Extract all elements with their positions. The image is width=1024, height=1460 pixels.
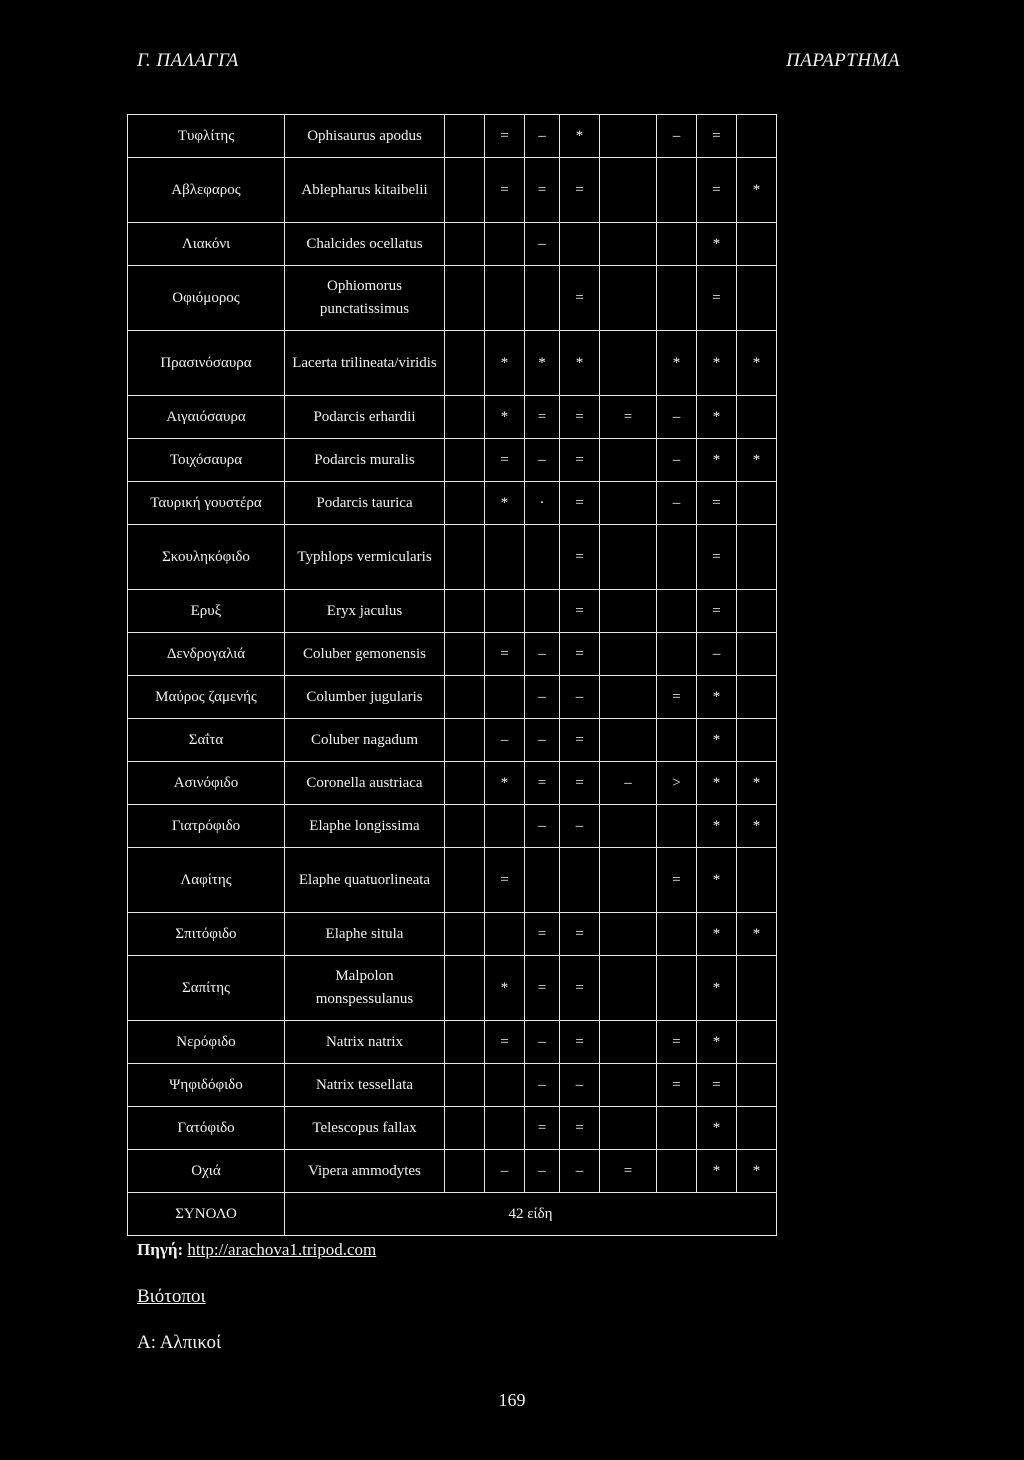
empty-cell (445, 956, 485, 1021)
habitat-mark-cell: = (560, 956, 600, 1021)
habitat-mark-cell: = (560, 1021, 600, 1064)
latin-name-cell: Telescopus fallax (285, 1107, 445, 1150)
habitat-mark-cell (525, 525, 560, 590)
habitat-mark-cell: · (525, 482, 560, 525)
habitat-mark-cell: – (485, 1150, 525, 1193)
table-row (128, 1021, 777, 1064)
habitat-mark-cell: = (697, 482, 737, 525)
table-row (128, 719, 777, 762)
latin-name-cell: Coronella austriaca (285, 762, 445, 805)
greek-name-cell: Ψηφιδόφιδο (128, 1064, 285, 1107)
table-row (128, 913, 777, 956)
source-link[interactable]: http://arachova1.tripod.com (187, 1240, 377, 1259)
empty-cell (445, 633, 485, 676)
habitat-mark-cell (600, 482, 657, 525)
habitat-mark-cell (560, 223, 600, 266)
table-row (128, 762, 777, 805)
habitat-mark-cell: = (697, 590, 737, 633)
habitat-mark-cell: = (560, 762, 600, 805)
habitat-mark-cell: = (525, 956, 560, 1021)
habitat-mark-cell: – (525, 1021, 560, 1064)
habitat-mark-cell: * (697, 719, 737, 762)
habitat-mark-cell: – (525, 223, 560, 266)
habitat-mark-cell: – (525, 805, 560, 848)
empty-cell (445, 158, 485, 223)
greek-name-cell: Σκουληκόφιδο (128, 525, 285, 590)
total-value: 42 είδη (285, 1193, 777, 1236)
habitat-mark-cell: = (600, 396, 657, 439)
greek-name-cell: Τοιχόσαυρα (128, 439, 285, 482)
habitat-mark-cell: = (485, 439, 525, 482)
empty-cell (445, 1150, 485, 1193)
habitat-mark-cell: * (737, 1150, 777, 1193)
habitat-mark-cell: = (560, 482, 600, 525)
habitat-mark-cell (737, 676, 777, 719)
habitat-mark-cell: = (657, 1021, 697, 1064)
habitat-mark-cell: = (657, 848, 697, 913)
latin-name-cell: Typhlops vermicularis (285, 525, 445, 590)
habitat-mark-cell: = (525, 1107, 560, 1150)
empty-cell (445, 676, 485, 719)
table-row (128, 956, 777, 1021)
habitats-title: Βιότοποι (137, 1286, 206, 1307)
latin-name-cell: Columber jugularis (285, 676, 445, 719)
habitat-mark-cell (600, 719, 657, 762)
habitat-mark-cell (485, 266, 525, 331)
habitat-mark-cell (600, 1021, 657, 1064)
empty-cell (445, 1021, 485, 1064)
habitat-mark-cell: – (525, 439, 560, 482)
habitat-mark-cell: * (697, 762, 737, 805)
greek-name-cell: Λαφίτης (128, 848, 285, 913)
habitat-mark-cell: = (697, 266, 737, 331)
latin-name-cell: Chalcides ocellatus (285, 223, 445, 266)
habitat-mark-cell: = (560, 396, 600, 439)
table-row (128, 633, 777, 676)
habitat-mark-cell (600, 913, 657, 956)
habitat-mark-cell: * (525, 331, 560, 396)
habitat-mark-cell: = (525, 158, 560, 223)
empty-cell (445, 590, 485, 633)
greek-name-cell: Σαΐτα (128, 719, 285, 762)
habitat-mark-cell: – (657, 115, 697, 158)
habitat-mark-cell (657, 223, 697, 266)
habitat-mark-cell (737, 1021, 777, 1064)
habitat-mark-cell: = (697, 158, 737, 223)
habitat-mark-cell: = (560, 439, 600, 482)
alpine-habitat-line: Α: Αλπικοί (137, 1332, 222, 1353)
greek-name-cell: Αιγαιόσαυρα (128, 396, 285, 439)
habitat-mark-cell: – (560, 676, 600, 719)
greek-name-cell: Οφιόμορος (128, 266, 285, 331)
habitat-mark-cell: * (657, 331, 697, 396)
habitat-mark-cell: – (657, 482, 697, 525)
latin-name-cell: Elaphe quatuorlineata (285, 848, 445, 913)
habitat-mark-cell: = (525, 913, 560, 956)
habitat-mark-cell: * (697, 439, 737, 482)
habitat-mark-cell: = (525, 762, 560, 805)
latin-name-cell: Elaphe longissima (285, 805, 445, 848)
habitat-mark-cell: = (560, 525, 600, 590)
total-row (128, 1193, 777, 1236)
habitat-mark-cell (737, 115, 777, 158)
habitat-mark-cell: – (525, 1150, 560, 1193)
habitat-mark-cell (560, 848, 600, 913)
source-line (137, 1240, 376, 1260)
latin-name-cell: Malpolon monspessulanus (285, 956, 445, 1021)
habitat-mark-cell (737, 396, 777, 439)
habitat-mark-cell: = (560, 158, 600, 223)
habitat-mark-cell (657, 1107, 697, 1150)
greek-name-cell: Ερυξ (128, 590, 285, 633)
habitat-mark-cell (600, 676, 657, 719)
habitat-mark-cell: * (697, 956, 737, 1021)
habitat-mark-cell: = (525, 396, 560, 439)
latin-name-cell: Natrix tessellata (285, 1064, 445, 1107)
habitat-mark-cell (657, 1150, 697, 1193)
latin-name-cell: Coluber gemonensis (285, 633, 445, 676)
latin-name-cell: Elaphe situla (285, 913, 445, 956)
empty-cell (445, 223, 485, 266)
latin-name-cell: Podarcis erhardii (285, 396, 445, 439)
habitat-mark-cell: – (560, 1150, 600, 1193)
habitat-mark-cell: = (560, 266, 600, 331)
table-row (128, 331, 777, 396)
habitat-mark-cell: – (697, 633, 737, 676)
habitat-mark-cell: * (697, 676, 737, 719)
empty-cell (445, 1064, 485, 1107)
table-row (128, 115, 777, 158)
habitat-mark-cell (737, 482, 777, 525)
empty-cell (445, 1107, 485, 1150)
latin-name-cell: Podarcis taurica (285, 482, 445, 525)
total-label: ΣΥΝΟΛΟ (128, 1193, 285, 1236)
empty-cell (445, 396, 485, 439)
habitat-mark-cell (657, 590, 697, 633)
habitat-mark-cell: * (737, 158, 777, 223)
table-row (128, 1064, 777, 1107)
table-row (128, 158, 777, 223)
habitat-mark-cell (525, 266, 560, 331)
habitat-mark-cell (737, 266, 777, 331)
header-section: ΠΑΡΑΡΤΗΜΑ (786, 50, 900, 71)
greek-name-cell: Σπιτόφιδο (128, 913, 285, 956)
habitat-mark-cell (600, 115, 657, 158)
habitat-mark-cell (737, 525, 777, 590)
habitat-mark-cell (600, 805, 657, 848)
latin-name-cell: Ophiomorus punctatissimus (285, 266, 445, 331)
header-author: Γ. ΠΑΛΑΓΓΑ (137, 50, 239, 71)
habitat-mark-cell (737, 719, 777, 762)
habitat-mark-cell: * (697, 223, 737, 266)
latin-name-cell: Vipera ammodytes (285, 1150, 445, 1193)
habitat-mark-cell (600, 223, 657, 266)
table-row (128, 525, 777, 590)
habitat-mark-cell (485, 913, 525, 956)
habitat-mark-cell (737, 1107, 777, 1150)
habitat-mark-cell (485, 676, 525, 719)
habitat-mark-cell (737, 848, 777, 913)
greek-name-cell: Τυφλίτης (128, 115, 285, 158)
habitat-mark-cell: * (737, 805, 777, 848)
habitat-mark-cell (600, 956, 657, 1021)
table-row (128, 805, 777, 848)
greek-name-cell: Λιακόνι (128, 223, 285, 266)
habitat-mark-cell: * (485, 762, 525, 805)
latin-name-cell: Lacerta trilineata/viridis (285, 331, 445, 396)
habitat-mark-cell: * (737, 331, 777, 396)
latin-name-cell: Coluber nagadum (285, 719, 445, 762)
habitat-mark-cell: * (697, 396, 737, 439)
habitat-mark-cell: * (560, 115, 600, 158)
latin-name-cell: Natrix natrix (285, 1021, 445, 1064)
latin-name-cell: Eryx jaculus (285, 590, 445, 633)
empty-cell (445, 331, 485, 396)
habitat-mark-cell: * (560, 331, 600, 396)
habitat-mark-cell (657, 956, 697, 1021)
habitat-mark-cell: * (697, 1021, 737, 1064)
habitat-mark-cell: = (697, 525, 737, 590)
latin-name-cell: Ophisaurus apodus (285, 115, 445, 158)
habitat-mark-cell: * (697, 848, 737, 913)
habitat-mark-cell: * (485, 482, 525, 525)
habitat-mark-cell: – (657, 439, 697, 482)
habitat-mark-cell: * (697, 913, 737, 956)
habitat-mark-cell: = (560, 633, 600, 676)
habitat-mark-cell: – (525, 115, 560, 158)
greek-name-cell: Πρασινόσαυρα (128, 331, 285, 396)
habitat-mark-cell (657, 913, 697, 956)
empty-cell (445, 482, 485, 525)
habitat-mark-cell (600, 439, 657, 482)
habitat-mark-cell: * (485, 331, 525, 396)
habitat-mark-cell: * (697, 331, 737, 396)
habitat-mark-cell: = (485, 848, 525, 913)
habitat-mark-cell (600, 266, 657, 331)
habitat-mark-cell (600, 633, 657, 676)
table-row (128, 1107, 777, 1150)
habitat-mark-cell (525, 848, 560, 913)
empty-cell (445, 848, 485, 913)
habitat-mark-cell: * (697, 805, 737, 848)
habitat-mark-cell: = (697, 1064, 737, 1107)
habitat-mark-cell (600, 590, 657, 633)
greek-name-cell: Ασινόφιδο (128, 762, 285, 805)
page-number: 169 (498, 1390, 526, 1410)
table-row (128, 439, 777, 482)
habitat-mark-cell: * (737, 913, 777, 956)
habitat-mark-cell: > (657, 762, 697, 805)
habitat-mark-cell (485, 223, 525, 266)
greek-name-cell: Αβλεφαρος (128, 158, 285, 223)
habitat-mark-cell (525, 590, 560, 633)
source-label: Πηγή: (137, 1240, 184, 1259)
habitat-mark-cell (485, 1064, 525, 1107)
habitat-mark-cell (657, 158, 697, 223)
habitat-mark-cell: – (485, 719, 525, 762)
species-table (127, 114, 777, 1236)
empty-cell (445, 439, 485, 482)
habitat-mark-cell: = (560, 590, 600, 633)
table-row (128, 590, 777, 633)
habitat-mark-cell (485, 805, 525, 848)
habitat-mark-cell (600, 158, 657, 223)
habitat-mark-cell (600, 1064, 657, 1107)
habitat-mark-cell: – (525, 633, 560, 676)
habitat-mark-cell (737, 633, 777, 676)
habitat-mark-cell (737, 223, 777, 266)
latin-name-cell: Podarcis muralis (285, 439, 445, 482)
table-row (128, 848, 777, 913)
empty-cell (445, 525, 485, 590)
habitat-mark-cell: – (657, 396, 697, 439)
table-row (128, 223, 777, 266)
habitat-mark-cell: = (600, 1150, 657, 1193)
empty-cell (445, 719, 485, 762)
greek-name-cell: Γατόφιδο (128, 1107, 285, 1150)
habitat-mark-cell (657, 805, 697, 848)
habitat-mark-cell: = (560, 913, 600, 956)
greek-name-cell: Νερόφιδο (128, 1021, 285, 1064)
habitat-mark-cell (657, 266, 697, 331)
habitat-mark-cell (657, 719, 697, 762)
habitat-mark-cell (737, 1064, 777, 1107)
habitat-mark-cell: * (485, 396, 525, 439)
habitat-mark-cell: * (737, 762, 777, 805)
habitat-mark-cell (485, 525, 525, 590)
habitat-mark-cell: = (560, 719, 600, 762)
table-row (128, 396, 777, 439)
habitat-mark-cell (600, 1107, 657, 1150)
habitat-mark-cell: – (525, 1064, 560, 1107)
table-row (128, 676, 777, 719)
habitat-mark-cell: * (485, 956, 525, 1021)
habitat-mark-cell: * (737, 439, 777, 482)
habitat-mark-cell (657, 525, 697, 590)
habitat-mark-cell (485, 1107, 525, 1150)
habitat-mark-cell (657, 633, 697, 676)
empty-cell (445, 913, 485, 956)
habitat-mark-cell: = (657, 1064, 697, 1107)
habitat-mark-cell: – (560, 1064, 600, 1107)
latin-name-cell: Ablepharus kitaibelii (285, 158, 445, 223)
greek-name-cell: Σαπίτης (128, 956, 285, 1021)
species-table-body (128, 115, 777, 1236)
habitat-mark-cell: = (560, 1107, 600, 1150)
habitat-mark-cell: – (525, 676, 560, 719)
habitat-mark-cell: * (697, 1150, 737, 1193)
habitat-mark-cell (485, 590, 525, 633)
empty-cell (445, 266, 485, 331)
greek-name-cell: Γιατρόφιδο (128, 805, 285, 848)
greek-name-cell: Μαύρος ζαμενής (128, 676, 285, 719)
greek-name-cell: Ταυρική γουστέρα (128, 482, 285, 525)
habitat-mark-cell (737, 590, 777, 633)
habitat-mark-cell: – (560, 805, 600, 848)
empty-cell (445, 805, 485, 848)
habitat-mark-cell (600, 331, 657, 396)
habitat-mark-cell: = (485, 633, 525, 676)
habitat-mark-cell: * (697, 1107, 737, 1150)
table-row (128, 1150, 777, 1193)
habitat-mark-cell: = (485, 158, 525, 223)
habitat-mark-cell (600, 848, 657, 913)
habitat-mark-cell (600, 525, 657, 590)
greek-name-cell: Οχιά (128, 1150, 285, 1193)
habitat-mark-cell: – (525, 719, 560, 762)
empty-cell (445, 762, 485, 805)
greek-name-cell: Δενδρογαλιά (128, 633, 285, 676)
habitat-mark-cell: – (600, 762, 657, 805)
table-row (128, 482, 777, 525)
habitat-mark-cell: = (485, 115, 525, 158)
empty-cell (445, 115, 485, 158)
habitat-mark-cell: = (697, 115, 737, 158)
habitat-mark-cell: = (485, 1021, 525, 1064)
table-row (128, 266, 777, 331)
habitat-mark-cell (737, 956, 777, 1021)
habitat-mark-cell: = (657, 676, 697, 719)
